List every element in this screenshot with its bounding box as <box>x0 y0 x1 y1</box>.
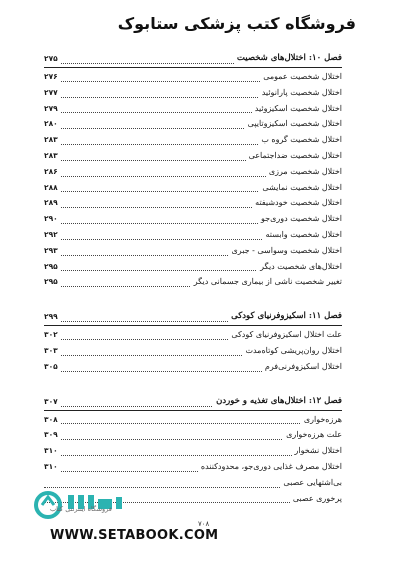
toc-entry-page: ۲۷۶ <box>44 69 60 85</box>
toc-entry[interactable] <box>44 427 342 443</box>
toc-entry-page: ۲۸۳ <box>44 148 60 164</box>
toc-entry-page: ۳۱۰ <box>44 443 60 459</box>
logo-caption: فروشگاه اینترنتی کتاب <box>50 505 112 513</box>
toc-entry-label: اختلال شخصیت پارانوئید <box>259 85 342 101</box>
toc-entry-label: علت هرزه‌خواری <box>283 427 342 443</box>
toc-entry[interactable] <box>44 69 342 85</box>
chapter-page-number: ۲۷۵ <box>44 50 60 67</box>
section-gap <box>44 290 342 308</box>
chapter-title-text: فصل ۱۲: اختلال‌های تغذیه و خوردن <box>213 393 342 410</box>
toc-entry-page: ۳۰۹ <box>44 427 60 443</box>
toc-entry[interactable] <box>44 132 342 148</box>
toc-entry-label: اختلال شخصیت نمایشی <box>259 180 342 196</box>
toc-entry[interactable] <box>44 180 342 196</box>
toc-entry-page: ۲۹۵ <box>44 274 60 290</box>
toc-entry-page: ۲۸۹ <box>44 195 60 211</box>
toc-entry-page: ۳۰۵ <box>44 359 60 375</box>
toc-entry[interactable] <box>44 101 342 117</box>
section-gap <box>44 375 342 393</box>
toc-entry[interactable] <box>44 211 342 227</box>
toc-entry[interactable] <box>44 459 342 475</box>
toc-entry[interactable] <box>44 195 342 211</box>
toc-entry-page: ۲۹۰ <box>44 211 60 227</box>
toc-entry-label: اختلال مصرف غذایی دوری‌جو، محدودکننده <box>198 459 342 475</box>
toc-entry-label: تغییر شخصیت ناشی از بیماری جسمانی دیگر <box>191 274 342 290</box>
toc-entry-page: ۳۰۸ <box>44 412 60 428</box>
toc-entry-label: اختلال نشخوار <box>292 443 342 459</box>
toc-entry-label: اختلال شخصیت مرزی <box>266 164 342 180</box>
toc-entry[interactable] <box>44 359 342 375</box>
toc-entry[interactable] <box>44 412 342 428</box>
toc-entry-label: پرخوری عصبی <box>290 491 342 507</box>
toc-entry-label: اختلال شخصیت وسواسی - جبری <box>229 243 342 259</box>
toc-entry-label: اختلال شخصیت اسکیزوتایپی <box>245 116 342 132</box>
chapter-rule <box>44 67 342 68</box>
toc-entry-label: اختلال اسکیزوفرنی‌فرم <box>262 359 342 375</box>
toc-entry-label: اختلال شخصیت اسکیزوئید <box>252 101 342 117</box>
toc-entry-label: اختلال روان‌پریشی کوتاه‌مدت <box>242 343 342 359</box>
chapter-heading[interactable] <box>44 50 342 67</box>
toc-entry-label: بی‌اشتهایی عصبی <box>280 475 342 491</box>
logo-arrow-icon <box>42 497 54 505</box>
toc-entry[interactable] <box>44 443 342 459</box>
toc-entry-page: ۲۷۷ <box>44 85 60 101</box>
toc-entry-label: اختلال شخصیت خودشیفته <box>252 195 342 211</box>
toc-entry[interactable] <box>44 274 342 290</box>
chapter-title-text: فصل ۱۰: اختلال‌های شخصیت <box>234 50 342 67</box>
toc-entry[interactable] <box>44 227 342 243</box>
website-url[interactable]: WWW.SETABOOK.COM <box>50 528 219 543</box>
toc-entry[interactable] <box>44 243 342 259</box>
chapter-heading[interactable] <box>44 308 342 325</box>
chapter-heading[interactable] <box>44 393 342 410</box>
dot-leader <box>44 423 342 424</box>
toc-entry-page: ۲۸۳ <box>44 132 60 148</box>
toc-entry-label: اختلال شخصیت ضداجتماعی <box>246 148 342 164</box>
chapter-title-text: فصل ۱۱: اسکیزوفرنیای کودکی <box>228 308 342 325</box>
toc-entry[interactable] <box>44 85 342 101</box>
page-header-title: فروشگاه کتب پزشکی ستابوک <box>117 14 356 33</box>
toc-entry-label: اختلال شخصیت وابسته <box>263 227 342 243</box>
toc-entry-label: اختلال شخصیت گروه ب <box>258 132 342 148</box>
table-of-contents <box>44 50 342 506</box>
toc-entry[interactable] <box>44 116 342 132</box>
toc-entry[interactable] <box>44 148 342 164</box>
toc-entry-page: ۲۸۰ <box>44 116 60 132</box>
toc-entry[interactable] <box>44 164 342 180</box>
chapter-page-number: ۲۹۹ <box>44 308 60 325</box>
toc-entry-label: اختلال شخصیت عمومی <box>260 69 342 85</box>
toc-entry-page: ۲۹۵ <box>44 259 60 275</box>
toc-entry-page: ۲۸۸ <box>44 180 60 196</box>
toc-entry[interactable] <box>44 259 342 275</box>
toc-entry[interactable] <box>44 343 342 359</box>
chapter-rule <box>44 325 342 326</box>
toc-entry-label: هرزه‌خواری <box>301 412 342 428</box>
toc-entry-page: ۳۰۳ <box>44 343 60 359</box>
toc-entry-label: اختلال شخصیت دوری‌جو <box>258 211 342 227</box>
toc-entry-page: ۲۷۹ <box>44 101 60 117</box>
toc-entry-label: علت اختلال اسکیزوفرنیای کودکی <box>228 327 342 343</box>
chapter-page-number: ۳۰۷ <box>44 393 60 410</box>
toc-entry-page: ۲۸۶ <box>44 164 60 180</box>
toc-entry-page: ۳۱۰ <box>44 459 60 475</box>
toc-entry-label: اختلال‌های شخصیت دیگر <box>257 259 342 275</box>
toc-entry-page: ۳۰۲ <box>44 327 60 343</box>
toc-entry[interactable] <box>44 327 342 343</box>
chapter-rule <box>44 410 342 411</box>
page-number: ۷۰۸ <box>198 520 210 528</box>
toc-entry-page: ۲۹۲ <box>44 227 60 243</box>
logo-bar-icon <box>116 497 122 509</box>
toc-entry-page: ۲۹۳ <box>44 243 60 259</box>
